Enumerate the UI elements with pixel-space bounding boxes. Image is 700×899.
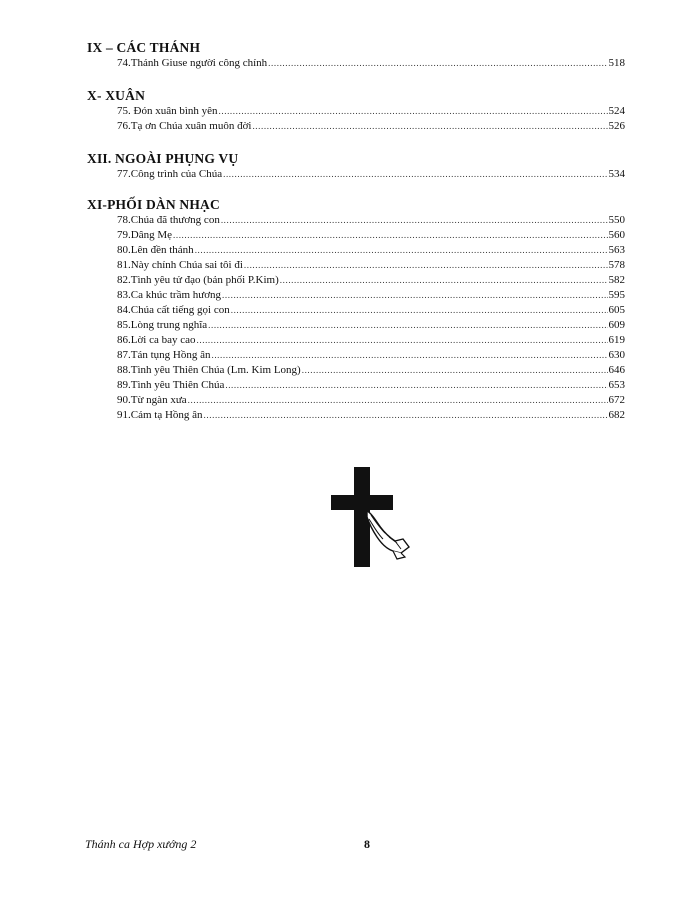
toc-entry	[117, 288, 625, 303]
dot-leader	[252, 119, 607, 134]
dot-leader	[197, 333, 608, 348]
entry-title: 76.Tạ ơn Chúa xuân muôn đời	[117, 120, 252, 132]
entry-page: 518	[608, 57, 625, 69]
entry-title: 77.Công trình của Chúa	[117, 168, 223, 180]
toc-section-ngoai-phung-vu	[87, 151, 627, 182]
footer-page-number: 8	[364, 837, 370, 851]
dot-leader	[204, 408, 608, 423]
entry-title: 83.Ca khúc trầm hương	[117, 289, 222, 301]
dot-leader	[195, 243, 608, 258]
toc-entry	[117, 393, 625, 408]
section-title: IX – CÁC THÁNH	[87, 40, 201, 55]
toc-entry	[117, 408, 625, 423]
entry-title: 89.Tình yêu Thiên Chúa	[117, 379, 225, 391]
footer-book-title: Thánh ca Hợp xướng 2	[85, 837, 197, 851]
dot-leader	[302, 363, 608, 378]
dot-leader	[231, 303, 608, 318]
toc-entry	[117, 56, 625, 71]
toc-entry	[117, 228, 625, 243]
toc-entry	[117, 258, 625, 273]
entry-title: 90.Từ ngàn xưa	[117, 394, 187, 406]
toc-entry	[117, 333, 625, 348]
entry-page: 672	[608, 394, 625, 406]
entry-page: 646	[608, 364, 625, 376]
toc-entry	[117, 378, 625, 393]
entry-title: 81.Này chính Chúa sai tôi đi	[117, 259, 243, 271]
toc-entry	[117, 348, 625, 363]
section-title: X- XUÂN	[87, 88, 146, 103]
entry-title: 88.Tình yêu Thiên Chúa (Lm. Kim Long)	[117, 364, 301, 376]
entry-page: 550	[608, 214, 625, 226]
toc-section-phoi-dan-nhac	[87, 197, 627, 423]
toc-entry	[117, 318, 625, 333]
entry-page: 619	[608, 334, 625, 346]
section-title: XI-PHỐI DÀN NHẠC	[87, 197, 220, 212]
entry-page: 526	[608, 120, 625, 132]
toc-entry	[117, 303, 625, 318]
dot-leader	[223, 167, 607, 182]
entry-title: 75. Đón xuân bình yên	[117, 105, 218, 117]
toc-entry	[117, 119, 625, 134]
entry-title: 91.Cảm tạ Hồng ân	[117, 409, 203, 421]
dot-leader	[188, 393, 608, 408]
entry-page: 563	[608, 244, 625, 256]
entry-page: 534	[608, 168, 625, 180]
entry-page: 578	[608, 259, 625, 271]
dot-leader	[219, 104, 608, 119]
entry-title: 80.Lên đền thánh	[117, 244, 194, 256]
entry-page: 605	[608, 304, 625, 316]
entry-title: 79.Dâng Mẹ	[117, 229, 172, 241]
dot-leader	[173, 228, 608, 243]
entry-page: 609	[608, 319, 625, 331]
dot-leader	[222, 288, 607, 303]
dot-leader	[208, 318, 607, 333]
entry-title: 78.Chúa đã thương con	[117, 214, 220, 226]
toc-entry	[117, 167, 625, 182]
toc-entry	[117, 243, 625, 258]
dot-leader	[211, 348, 607, 363]
dot-leader	[225, 378, 607, 393]
entry-title: 85.Lòng trung nghĩa	[117, 319, 208, 331]
entry-page: 653	[608, 379, 625, 391]
dot-leader	[268, 56, 607, 71]
entry-page: 560	[608, 229, 625, 241]
entry-page: 524	[608, 105, 625, 117]
dot-leader	[244, 258, 608, 273]
cross-with-praying-hands-icon	[331, 467, 411, 567]
toc-entry	[117, 273, 625, 288]
section-title: XII. NGOÀI PHỤNG VỤ	[87, 151, 239, 166]
toc-entry	[117, 213, 625, 228]
entry-title: 74.Thánh Giuse người công chính	[117, 57, 268, 69]
praying-hands-icon	[367, 511, 409, 559]
entry-page: 582	[608, 274, 625, 286]
entry-page: 682	[608, 409, 625, 421]
entry-title: 84.Chúa cất tiếng gọi con	[117, 304, 230, 316]
dot-leader	[221, 213, 608, 228]
toc-section-xuan	[87, 88, 627, 134]
entry-page: 630	[608, 349, 625, 361]
entry-title: 82.Tình yêu tử đạo (bản phối P.Kim)	[117, 274, 279, 286]
dot-leader	[280, 273, 608, 288]
toc-entry	[117, 363, 625, 378]
entry-title: 86.Lời ca bay cao	[117, 334, 196, 346]
toc-section-cac-thanh	[87, 40, 627, 71]
entry-page: 595	[608, 289, 625, 301]
entry-title: 87.Tán tụng Hồng ân	[117, 349, 211, 361]
toc-entry	[117, 104, 625, 119]
